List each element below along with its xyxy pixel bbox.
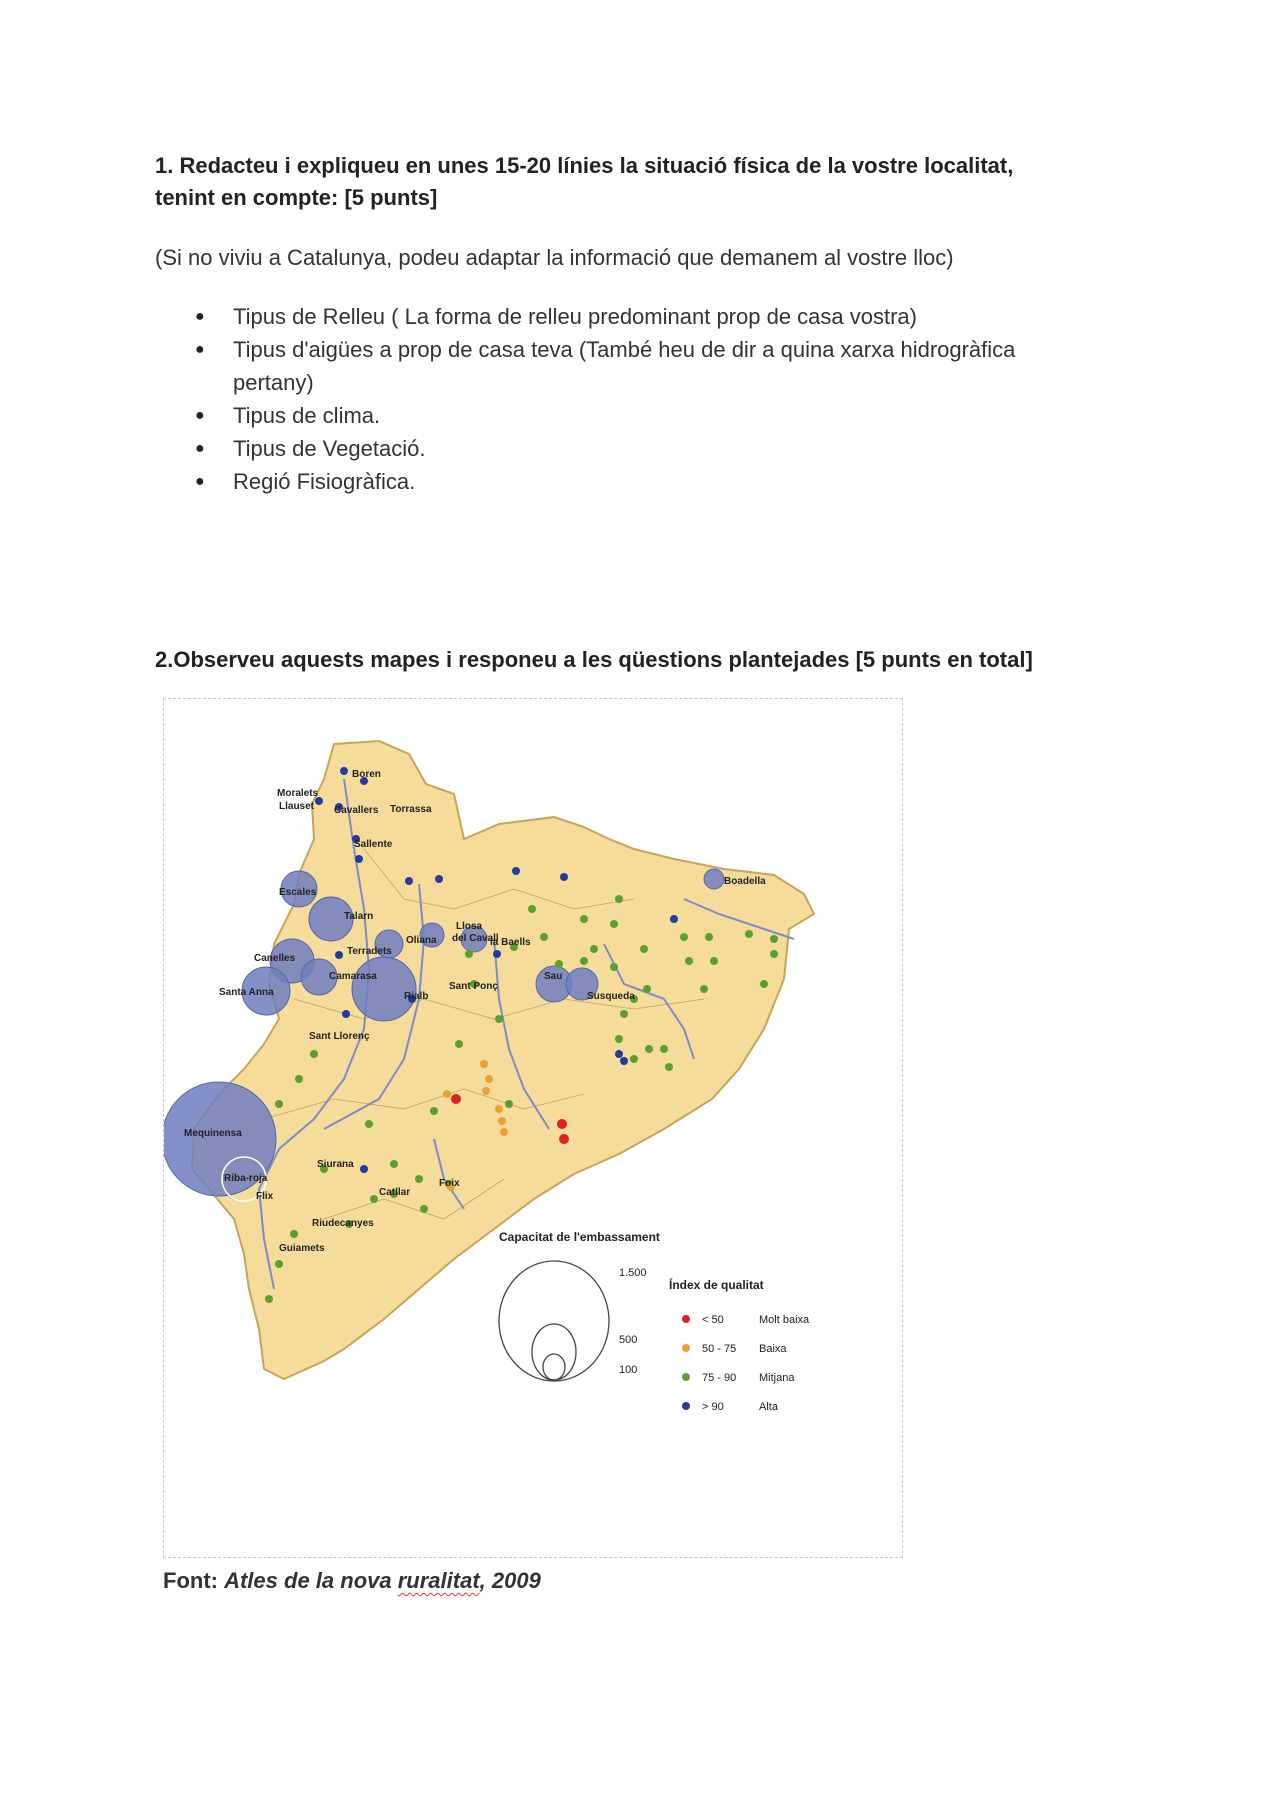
- quality-dot: [485, 1075, 493, 1083]
- capacity-value: 1.500: [619, 1267, 647, 1279]
- quality-dot: [615, 1035, 623, 1043]
- capacity-legend: [499, 1230, 660, 1381]
- quality-dot: [580, 957, 588, 965]
- quality-dot: [645, 1045, 653, 1053]
- question-1-title-line2: tenint en compte: [5 punts]: [155, 185, 438, 210]
- quality-legend-label: Alta: [759, 1401, 778, 1413]
- quality-dot: [760, 980, 768, 988]
- quality-legend-range: < 50: [702, 1314, 724, 1326]
- capacity-value: 100: [619, 1364, 638, 1376]
- quality-dot: [455, 1040, 463, 1048]
- quality-dot: [580, 915, 588, 923]
- quality-dot: [770, 950, 778, 958]
- quality-dot: [559, 1134, 569, 1144]
- reservoir-label: Cavallers: [334, 805, 379, 816]
- quality-dot: [770, 935, 778, 943]
- source-citation: [163, 1568, 541, 1594]
- quality-dot: [451, 1094, 461, 1104]
- quality-dot: [482, 1087, 490, 1095]
- quality-dot: [265, 1295, 273, 1303]
- quality-dot: [665, 1063, 673, 1071]
- reservoir-label: Boadella: [724, 876, 766, 887]
- reservoir-label: Escales: [279, 887, 317, 898]
- reservoir-label: Catllar: [379, 1187, 411, 1198]
- quality-legend-dot: [682, 1315, 690, 1323]
- reservoir-label: Terradets: [347, 946, 392, 957]
- reservoir-label: Foix: [439, 1178, 460, 1189]
- question-1-title: [155, 150, 1115, 214]
- quality-legend-label: Molt baixa: [759, 1314, 810, 1326]
- reservoir-label: Sallente: [354, 839, 393, 850]
- reservoir-label: Camarasa: [329, 971, 377, 982]
- quality-dot: [512, 867, 520, 875]
- list-item: ● Tipus de clima.: [195, 399, 1095, 432]
- quality-dot: [498, 1117, 506, 1125]
- capacity-circle-1500: [499, 1261, 609, 1381]
- quality-dot: [615, 895, 623, 903]
- reservoir-label: Llauset: [279, 801, 315, 812]
- quality-dot: [680, 933, 688, 941]
- quality-dot: [360, 1165, 368, 1173]
- source-title: Atles de la nova ruralitat, 2009: [224, 1568, 541, 1593]
- quality-dot: [557, 1119, 567, 1129]
- reservoir-label: Moralets: [277, 788, 319, 799]
- quality-dot: [370, 1195, 378, 1203]
- quality-dot: [405, 877, 413, 885]
- quality-dot: [355, 855, 363, 863]
- quality-dot: [620, 1010, 628, 1018]
- question-1-title-line1: 1. Redacteu i expliqueu en unes 15-20 línies la situació física de la vostre localitat,: [155, 153, 1014, 178]
- quality-legend-label: Baixa: [759, 1343, 787, 1355]
- quality-legend-range: 50 - 75: [702, 1343, 737, 1355]
- reservoir-label: Boren: [352, 769, 381, 780]
- quality-dot: [340, 767, 348, 775]
- reservoir-label: Oliana: [406, 935, 437, 946]
- quality-dot: [443, 1090, 451, 1098]
- question-1-bullet-list: [195, 300, 1095, 498]
- reservoir-label: Llosa: [456, 921, 483, 932]
- quality-dot: [310, 1050, 318, 1058]
- quality-dot: [630, 1055, 638, 1063]
- reservoir-label: Guiamets: [279, 1243, 325, 1254]
- bullet-icon: ●: [195, 407, 205, 424]
- quality-dot: [500, 1128, 508, 1136]
- quality-dot: [275, 1260, 283, 1268]
- quality-dot: [660, 1045, 668, 1053]
- list-item: ● Tipus de Vegetació.: [195, 432, 1095, 465]
- quality-dot: [365, 1120, 373, 1128]
- quality-dot: [700, 985, 708, 993]
- bullet-icon: ●: [195, 440, 205, 457]
- quality-dot: [745, 930, 753, 938]
- quality-dot: [640, 945, 648, 953]
- reservoir-label: del Cavall: [452, 933, 499, 944]
- quality-dot: [555, 960, 563, 968]
- reservoir-label: Santa Anna: [219, 987, 274, 998]
- reservoir-label: Talarn: [344, 911, 374, 922]
- quality-legend-range: > 90: [702, 1401, 724, 1413]
- reservoir-bubble: [704, 869, 724, 889]
- quality-dot: [390, 1160, 398, 1168]
- spellcheck-word: ruralitat: [397, 1568, 480, 1593]
- quality-dot: [435, 875, 443, 883]
- reservoir-label: Siurana: [317, 1159, 354, 1170]
- quality-dot: [540, 933, 548, 941]
- reservoir-label: Mequinensa: [184, 1128, 242, 1139]
- bullet-icon: ●: [195, 473, 205, 490]
- quality-legend-range: 75 - 90: [702, 1372, 737, 1384]
- quality-legend-dot: [682, 1373, 690, 1381]
- reservoir-label: la Baells: [490, 937, 531, 948]
- quality-dot: [610, 920, 618, 928]
- capacity-circle-500: [532, 1324, 576, 1380]
- quality-legend: [669, 1277, 810, 1413]
- bullet-icon: ●: [195, 308, 205, 325]
- quality-dot: [685, 957, 693, 965]
- capacity-legend-title: Capacitat de l'embassament: [499, 1230, 660, 1244]
- reservoir-label: Sau: [544, 971, 563, 982]
- quality-dot: [415, 1175, 423, 1183]
- source-label: Font:: [163, 1568, 218, 1593]
- capacity-value: 500: [619, 1334, 638, 1346]
- quality-dot: [493, 950, 501, 958]
- quality-dot: [620, 1057, 628, 1065]
- quality-dot: [710, 957, 718, 965]
- question-2-title: 2.Observeu aquests mapes i responeu a les qüestions plantejades [5 punts en total]: [155, 647, 1033, 672]
- reservoir-label: Susqueda: [587, 991, 635, 1002]
- reservoir-bubble: [352, 957, 416, 1021]
- quality-dot: [705, 933, 713, 941]
- quality-dot: [290, 1230, 298, 1238]
- quality-dot: [495, 1105, 503, 1113]
- quality-legend-label: Mitjana: [759, 1372, 795, 1384]
- bullet-icon: ●: [195, 341, 205, 358]
- quality-dot: [495, 1015, 503, 1023]
- reservoir-map: [164, 699, 904, 1559]
- list-item: ● Regió Fisiogràfica.: [195, 465, 1095, 498]
- quality-dot: [480, 1060, 488, 1068]
- quality-dot: [560, 873, 568, 881]
- quality-legend-dot: [682, 1344, 690, 1352]
- list-item: ● Tipus de Relleu ( La forma de relleu predominant prop de casa vostra): [195, 300, 1095, 333]
- quality-dot: [420, 1205, 428, 1213]
- reservoir-label: Canelles: [254, 953, 296, 964]
- quality-dot: [335, 951, 343, 959]
- quality-dot: [670, 915, 678, 923]
- quality-dot: [528, 905, 536, 913]
- quality-dot: [590, 945, 598, 953]
- reservoir-label: Torrassa: [390, 804, 432, 815]
- quality-legend-title: Índex de qualitat: [669, 1278, 764, 1292]
- list-item: ● Tipus d'aigües a prop de casa teva (També heu de dir a quina xarxa hidrogràfica pertany): [195, 333, 1095, 399]
- reservoir-label: Flix: [256, 1191, 274, 1202]
- reservoir-label: Rialb: [404, 991, 429, 1002]
- quality-dot: [295, 1075, 303, 1083]
- quality-dot: [615, 1050, 623, 1058]
- map-figure: [163, 698, 903, 1558]
- reservoir-label: Sant Ponç: [449, 981, 498, 992]
- quality-dot: [610, 963, 618, 971]
- reservoir-label: Sant Llorenç: [309, 1031, 370, 1042]
- capacity-circle-100: [543, 1354, 565, 1380]
- quality-dot: [643, 985, 651, 993]
- reservoir-label: Riba-roja: [224, 1173, 268, 1184]
- quality-dot: [505, 1100, 513, 1108]
- quality-dot: [465, 950, 473, 958]
- quality-dot: [342, 1010, 350, 1018]
- quality-legend-dot: [682, 1402, 690, 1410]
- reservoir-label: Riudecanyes: [312, 1218, 374, 1229]
- quality-dot: [275, 1100, 283, 1108]
- question-1-note: (Si no viviu a Catalunya, podeu adaptar la informació que demanem al vostre lloc): [155, 245, 954, 270]
- quality-dot: [430, 1107, 438, 1115]
